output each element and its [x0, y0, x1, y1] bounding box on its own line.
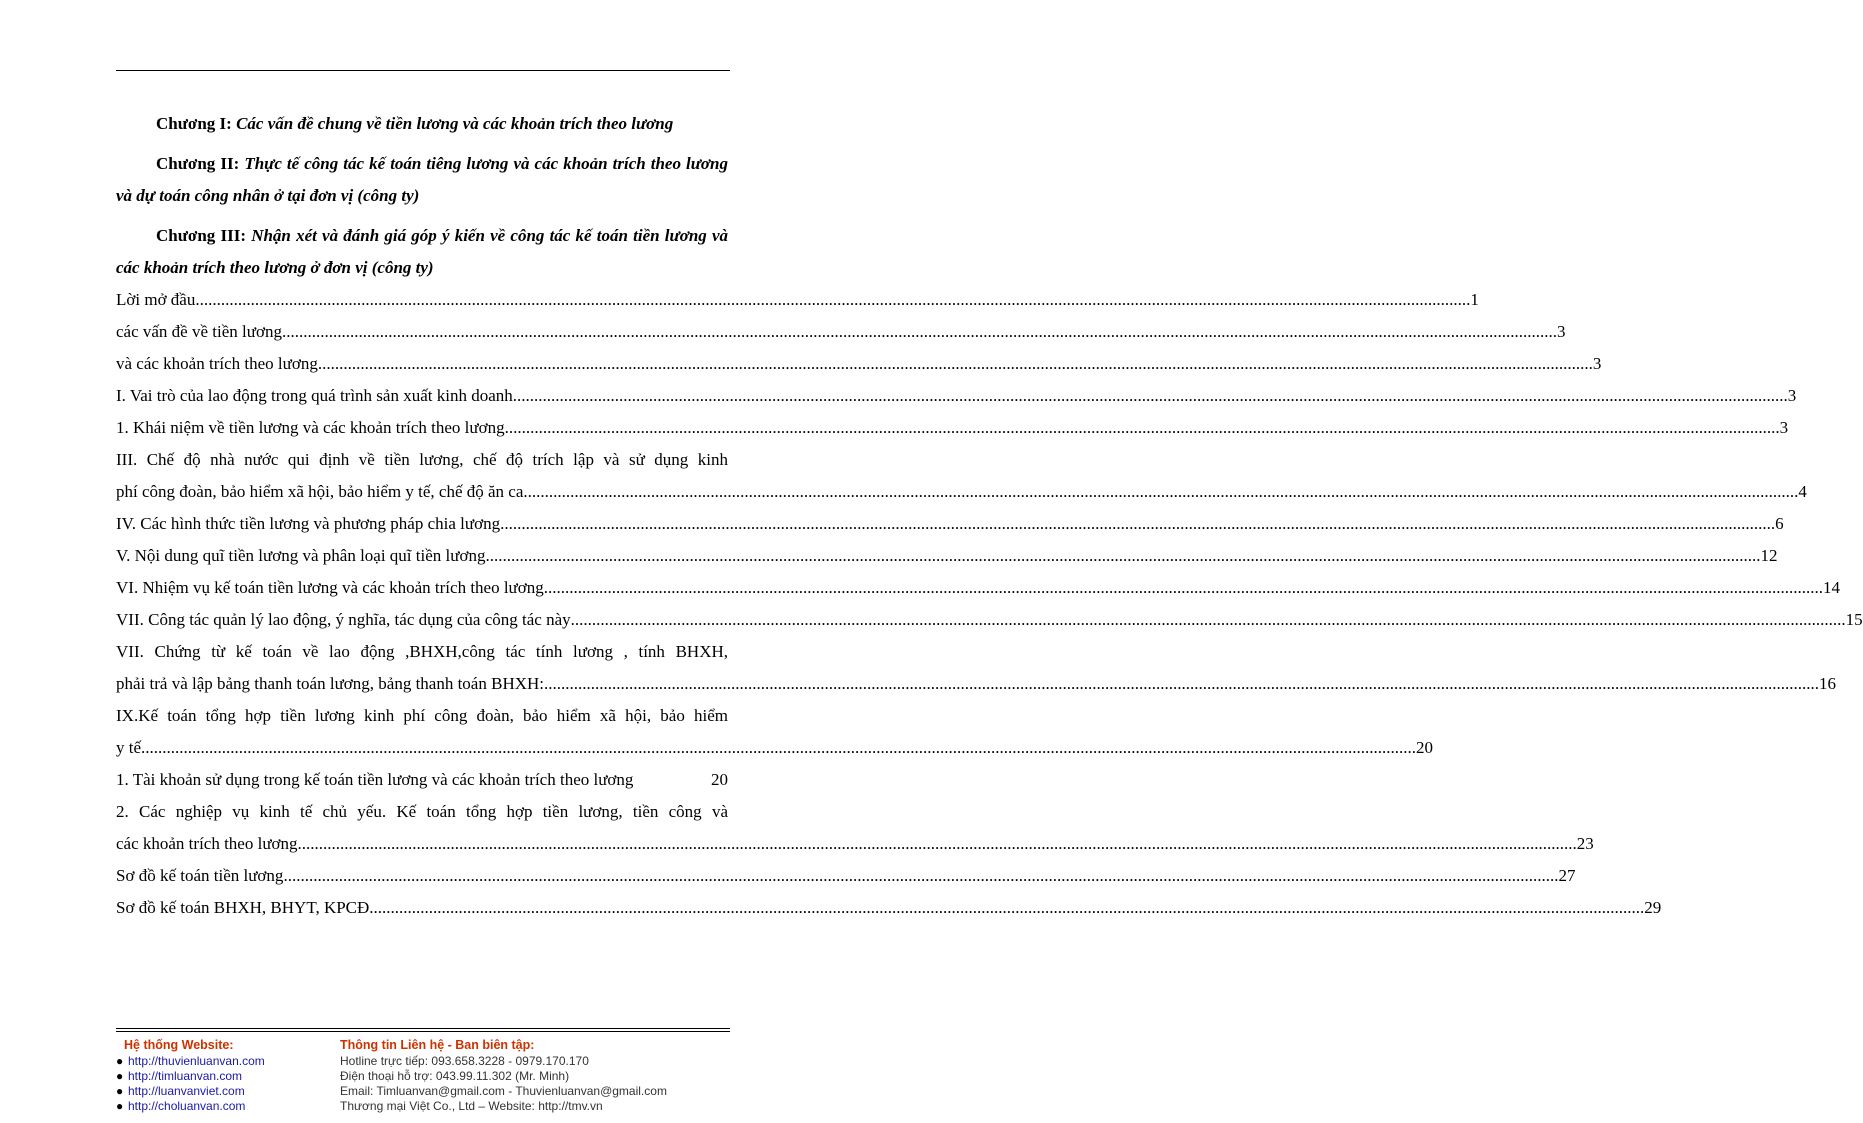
toc-entry	[116, 732, 1434, 764]
toc-entry	[116, 604, 1863, 636]
toc-leader-dots: ............................................................................................................................................................................................................................................................................................................	[500, 514, 1776, 533]
toc-entry-text: IV. Các hình thức tiền lương và phương pháp chia lương	[116, 514, 501, 533]
bullet-icon: ●	[116, 1069, 124, 1083]
toc-entry-line	[116, 444, 728, 476]
bullet-icon: ●	[116, 1099, 124, 1113]
toc-entry-text: và các khoản trích theo lương	[116, 354, 318, 373]
footer-email: Email: Timluanvan@gmail.com - Thuvienluanvan@gmail.com	[340, 1084, 667, 1098]
toc-entry-text: y tế	[116, 738, 142, 757]
toc-page-number: 16	[1819, 674, 1836, 693]
footer-rule	[116, 1028, 730, 1029]
footer-rule	[116, 1031, 730, 1032]
toc-entry	[116, 508, 1784, 540]
chapter-number: Chương I:	[156, 114, 232, 133]
chapter-heading	[116, 108, 728, 140]
toc-leader-dots: ............................................................................................................................................................................................................................................................................................................	[317, 354, 1593, 373]
toc-entry-text: V. Nội dung quĩ tiền lương và phân loại quĩ tiền lương	[116, 546, 486, 565]
footer-link-item[interactable]	[116, 1099, 326, 1114]
toc-entry	[116, 316, 1566, 348]
header-rule	[116, 70, 730, 71]
toc-leader-dots: ............................................................................................................................................................................................................................................................................................................	[523, 482, 1799, 501]
chapter-title: Thực tế công tác kế toán tiêng lương và các khoản trích theo lương và dự toán công nhân ở tại đơn vị (công ty)	[116, 154, 729, 205]
chapter-number: Chương II:	[156, 154, 240, 173]
toc-page-number: 3	[1592, 354, 1602, 373]
toc-page-number: 27	[1558, 866, 1576, 885]
toc-entry-text: 1. Khái niệm về tiền lương và các khoản trích theo lương	[116, 418, 505, 437]
toc-leader-dots: ............................................................................................................................................................................................................................................................................................................	[570, 610, 1846, 629]
toc-page-number: 3	[1779, 418, 1789, 437]
footer-link-item[interactable]	[116, 1054, 326, 1069]
toc-entry-line	[116, 700, 728, 732]
toc-entry-text: 1. Tài khoản sử dụng trong kế toán tiền lương và các khoản trích theo lương	[116, 770, 634, 789]
table-of-contents	[116, 284, 1863, 924]
footer-link-item[interactable]	[116, 1069, 326, 1084]
toc-entry	[116, 668, 1836, 700]
toc-entry-text: Lời mở đầu	[116, 290, 196, 309]
toc-leader-dots: ............................................................................................................................................................................................................................................................................................................	[369, 898, 1645, 917]
toc-page-number: 12	[1760, 546, 1778, 565]
toc-entry-text: các khoản trích theo lương.	[116, 834, 302, 853]
toc-leader-dots: ............................................................................................................................................................................................................................................................................................................	[141, 738, 1417, 757]
toc-entry	[116, 380, 1797, 412]
document-body	[116, 108, 1863, 924]
toc-page-number: 20	[711, 770, 728, 789]
toc-entry-text: Sơ đồ kế toán BHXH, BHYT, KPCĐ	[116, 898, 370, 917]
toc-leader-dots: ............................................................................................................................................................................................................................................................................................................	[548, 578, 1824, 597]
chapter-number: Chương III:	[156, 226, 246, 245]
toc-entry	[116, 764, 728, 796]
toc-entry-text: phí công đoàn, bảo hiểm xã hội, bảo hiểm y tế, chế độ ăn ca	[116, 482, 524, 501]
footer-hotline: Hotline trực tiếp: 093.658.3228 - 0979.170.170	[340, 1054, 589, 1068]
toc-entry-text: III. Chế độ nhà nước qui định về tiền lương, chế độ trích lập và sử dụng kinh	[116, 450, 728, 469]
toc-entry-text: các vấn đề về tiền lương	[116, 322, 282, 341]
chapter-heading	[116, 148, 728, 212]
toc-leader-dots: ............................................................................................................................................................................................................................................................................................................	[301, 834, 1577, 853]
footer-contact-heading: Thông tin Liên hệ - Ban biên tập:	[340, 1038, 535, 1052]
toc-page-number: 23	[1576, 834, 1594, 853]
toc-entry-line	[116, 796, 728, 828]
toc-page-number: 6	[1775, 514, 1784, 533]
footer-phone: Điện thoại hỗ trợ: 043.99.11.302 (Mr. Minh)	[340, 1069, 570, 1083]
toc-entry-text: VI. Nhiệm vụ kế toán tiền lương và các khoản trích theo lương.	[116, 578, 549, 597]
toc-entry	[116, 348, 1602, 380]
footer-websites	[116, 1036, 326, 1114]
toc-leader-dots: ............................................................................................................................................................................................................................................................................................................	[512, 386, 1788, 405]
toc-entry-text: IX.Kế toán tổng hợp tiền lương kinh phí công đoàn, bảo hiểm xã hội, bảo hiểm	[116, 706, 728, 725]
bullet-icon: ●	[116, 1054, 124, 1068]
chapter-heading	[116, 220, 728, 284]
toc-page-number: 15	[1845, 610, 1863, 629]
footer-company: Thương mại Việt Co., Ltd – Website: http://tmv.vn	[340, 1099, 603, 1113]
toc-page-number: 20	[1416, 738, 1434, 757]
toc-entry	[116, 572, 1841, 604]
footer-link[interactable]: http://thuvienluanvan.com	[128, 1054, 265, 1068]
toc-entry	[116, 412, 1789, 444]
toc-leader-dots: ............................................................................................................................................................................................................................................................................................................	[544, 674, 1819, 693]
footer-websites-heading: Hệ thống Website:	[124, 1038, 234, 1052]
toc-entry	[116, 892, 1662, 924]
toc-entry-text: 2. Các nghiệp vụ kinh tế chủ yếu. Kế toán tổng hợp tiền lương, tiền công và	[116, 802, 728, 821]
toc-page-number: 3	[1787, 386, 1797, 405]
toc-page-number: 29	[1644, 898, 1662, 917]
toc-page-number: 1	[1470, 290, 1479, 309]
footer-link[interactable]: http://timluanvan.com	[128, 1069, 243, 1083]
footer-link[interactable]: http://choluanvan.com	[128, 1099, 246, 1113]
toc-leader-dots: ............................................................................................................................................................................................................................................................................................................	[281, 322, 1557, 341]
toc-entry-text: VII. Chứng từ kế toán về lao động ,BHXH,công tác tính lương , tính BHXH,	[116, 642, 728, 661]
toc-leader-dots: ............................................................................................................................................................................................................................................................................................................	[283, 866, 1559, 885]
toc-entry-text: VII. Công tác quản lý lao động, ý nghĩa, tác dụng của công tác này	[116, 610, 571, 629]
bullet-icon: ●	[116, 1084, 124, 1098]
toc-page-number: 4	[1798, 482, 1807, 501]
toc-entry	[116, 828, 1594, 860]
chapter-title: Các vấn đề chung về tiền lương và các khoản trích theo lương	[236, 114, 674, 133]
toc-leader-dots: ............................................................................................................................................................................................................................................................................................................	[504, 418, 1780, 437]
toc-entry-text: phải trả và lập bảng thanh toán lương, bảng thanh toán BHXH:	[116, 674, 544, 693]
toc-entry-line	[116, 636, 728, 668]
chapter-title: Nhận xét và đánh giá góp ý kiến về công tác kế toán tiền lương và các khoản trích theo lương ở đơn vị (công ty)	[116, 226, 729, 277]
toc-leader-dots: ............................................................................................................................................................................................................................................................................................................	[485, 546, 1761, 565]
toc-entry	[116, 540, 1778, 572]
toc-page-number: 14	[1823, 578, 1841, 597]
toc-page-number: 3	[1556, 322, 1566, 341]
toc-entry	[116, 284, 1479, 316]
toc-entry	[116, 860, 1576, 892]
footer-link[interactable]: http://luanvanviet.com	[128, 1084, 245, 1098]
toc-entry-text: Sơ đồ kế toán tiền lương	[116, 866, 284, 885]
toc-leader-dots: ............................................................................................................................................................................................................................................................................................................	[195, 290, 1471, 309]
toc-entry	[116, 476, 1807, 508]
footer-link-item[interactable]	[116, 1084, 326, 1099]
toc-entry-text: I. Vai trò của lao động trong quá trình sản xuất kinh doanh	[116, 386, 513, 405]
footer-contact	[340, 1036, 730, 1114]
